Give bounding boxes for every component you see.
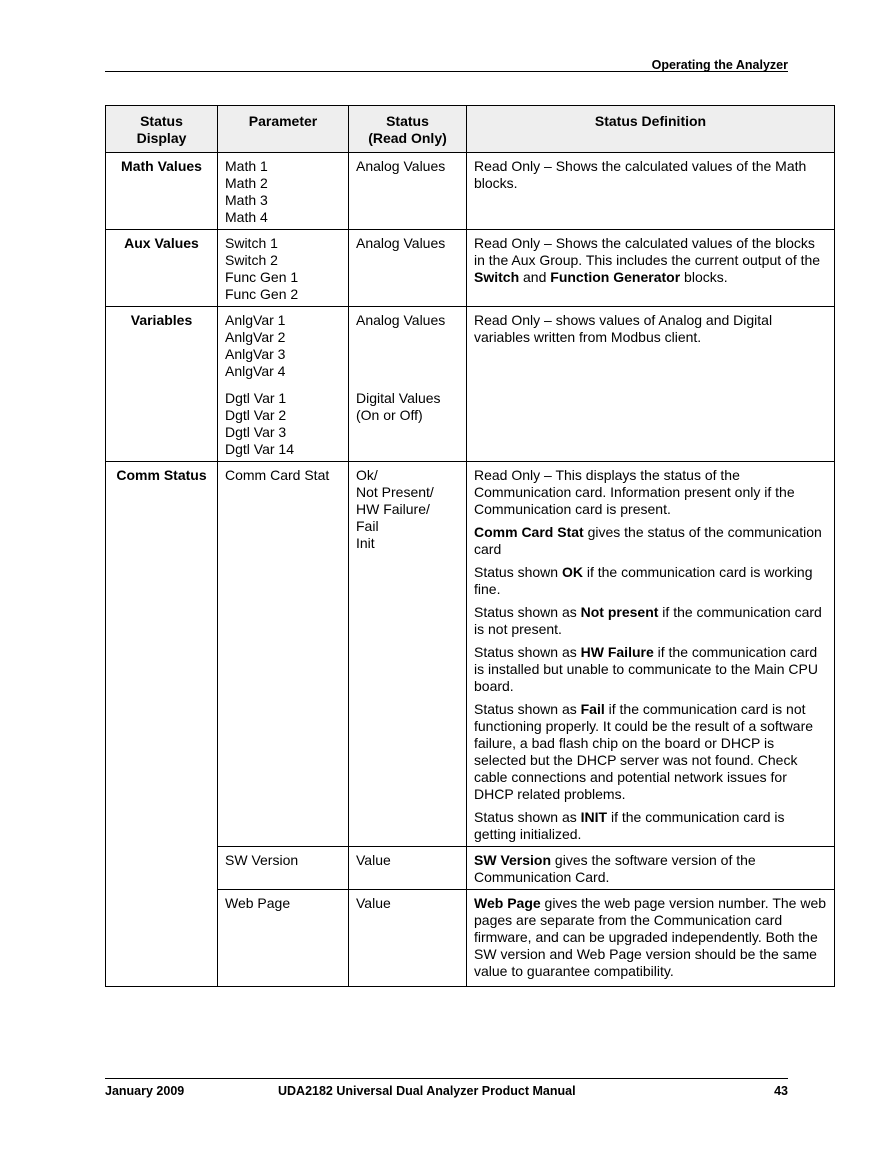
parameter-item: Func Gen 2 xyxy=(225,286,299,302)
running-header: Operating the Analyzer xyxy=(651,58,788,72)
definition-cell xyxy=(467,462,835,847)
definition-text: Status shown as xyxy=(474,809,581,825)
parameter-item: Switch 1 xyxy=(225,235,278,251)
definition-paragraph: Read Only – This displays the status of the Communication card. Information present only if the Communication card is present. xyxy=(474,467,795,517)
status-cell xyxy=(349,307,467,462)
status-value: Init xyxy=(356,535,375,551)
status-value: Not Present/ xyxy=(356,484,434,500)
col-header-text: Status xyxy=(140,113,183,129)
parameter-item: Switch 2 xyxy=(225,252,278,268)
table-row-variables xyxy=(106,307,835,462)
col-header-text: Display xyxy=(136,130,187,146)
parameter-item: AnlgVar 3 xyxy=(225,346,286,362)
status-value: Ok/ xyxy=(356,467,378,483)
definition-paragraph xyxy=(474,604,827,638)
definition-cell xyxy=(467,847,835,890)
definition-paragraph xyxy=(474,809,827,843)
definition-bold: Not present xyxy=(580,604,659,620)
definition-text: Status shown as xyxy=(474,604,581,620)
status-value: Analog Values xyxy=(356,312,446,328)
parameter-item: AnlgVar 2 xyxy=(225,329,286,345)
footer-rule xyxy=(105,1078,788,1079)
definition-paragraph xyxy=(474,701,827,803)
parameter-cell: Comm Card Stat xyxy=(218,462,349,847)
parameter-item: Dgtl Var 2 xyxy=(225,407,287,423)
table-row-aux-values xyxy=(106,230,835,307)
definition-text: Status shown as xyxy=(474,701,581,717)
parameter-item: Dgtl Var 14 xyxy=(225,441,294,457)
spacer xyxy=(225,380,341,390)
definition-text: if the communication card is not present. xyxy=(474,604,822,637)
status-cell xyxy=(349,462,467,847)
parameter-item: Math 2 xyxy=(225,175,268,191)
definition-text: if the communication card is working fine. xyxy=(474,564,813,597)
parameter-cell: SW Version xyxy=(218,847,349,890)
status-cell: Analog Values xyxy=(349,230,467,307)
definition-paragraph xyxy=(474,524,827,558)
definition-bold: Function Generator xyxy=(550,269,681,285)
parameter-item: Math 3 xyxy=(225,192,268,208)
parameter-item: Math 1 xyxy=(225,158,268,174)
footer-page-number: 43 xyxy=(774,1084,788,1098)
table-row-comm-card-stat xyxy=(106,462,835,847)
status-display-cell: Math Values xyxy=(106,153,218,230)
parameter-item: Dgtl Var 1 xyxy=(225,390,287,406)
parameter-cell xyxy=(218,307,349,462)
status-value: Fail xyxy=(356,518,379,534)
definition-text: Read Only – Shows the calculated values of the blocks in the Aux Group. This includes the current output of the xyxy=(474,235,821,268)
parameter-item: AnlgVar 4 xyxy=(225,363,286,379)
col-header-text: Status xyxy=(386,113,429,129)
definition-cell: Read Only – Shows the calculated values of the Math blocks. xyxy=(467,153,835,230)
table-header-row xyxy=(106,106,835,153)
definition-bold: Comm Card Stat xyxy=(474,524,584,540)
parameter-cell xyxy=(218,230,349,307)
col-header-parameter: Parameter xyxy=(218,106,349,153)
col-header-status-definition: Status Definition xyxy=(467,106,835,153)
definition-paragraph xyxy=(474,644,827,695)
header-rule xyxy=(105,71,788,72)
definition-cell xyxy=(467,890,835,987)
status-value: HW Failure/ xyxy=(356,501,430,517)
status-display-cell: Aux Values xyxy=(106,230,218,307)
definition-text: Status shown as xyxy=(474,644,581,660)
col-header-status-read-only xyxy=(349,106,467,153)
status-display-cell: Variables xyxy=(106,307,218,462)
definition-text: if the communication card is getting initialized. xyxy=(474,809,785,842)
definition-bold: Web Page xyxy=(474,895,541,911)
definition-cell xyxy=(467,230,835,307)
definition-text: blocks. xyxy=(680,269,728,285)
status-value: (On or Off) xyxy=(356,407,423,423)
definition-bold: INIT xyxy=(580,809,608,825)
definition-paragraph xyxy=(474,564,827,598)
definition-cell: Read Only – shows values of Analog and Digital variables written from Modbus client. xyxy=(467,307,835,462)
status-blank xyxy=(356,329,459,346)
definition-text: if the communication card is installed but unable to communicate to the Main CPU board. xyxy=(474,644,818,694)
parameter-item: Func Gen 1 xyxy=(225,269,299,285)
status-display-cell: Comm Status xyxy=(106,462,218,987)
parameter-item: Math 4 xyxy=(225,209,268,225)
definition-bold: Fail xyxy=(580,701,605,717)
parameter-cell: Web Page xyxy=(218,890,349,987)
table-row-math-values xyxy=(106,153,835,230)
col-header-text: (Read Only) xyxy=(368,130,447,146)
parameter-item: AnlgVar 1 xyxy=(225,312,286,328)
spacer xyxy=(356,380,459,390)
footer-date: January 2009 xyxy=(105,1084,185,1098)
definition-bold: OK xyxy=(561,564,583,580)
status-blank xyxy=(356,346,459,363)
status-blank xyxy=(356,363,459,380)
definition-bold: SW Version xyxy=(474,852,552,868)
status-table xyxy=(105,105,835,987)
footer-manual-title: UDA2182 Universal Dual Analyzer Product Manual xyxy=(278,1084,576,1098)
definition-text: if the communication card is not functioning properly. It could be the result of a software failure, a bad flash chip on the board or DHCP is selected but the DHCP server was not found. Check cable connections and potential network issues for DHCP related problems. xyxy=(474,701,814,802)
definition-bold: Switch xyxy=(474,269,520,285)
definition-text: gives the status of the communication card xyxy=(474,524,822,557)
definition-text: Status shown xyxy=(474,564,562,580)
parameter-cell xyxy=(218,153,349,230)
definition-text: gives the software version of the Communication Card. xyxy=(474,852,756,885)
status-value: Digital Values xyxy=(356,390,441,406)
definition-text: gives the web page version number. The web pages are separate from the Communication card firmware, and can be upgraded independently. Both the SW version and Web Page version should be the same value to guarantee compatibility. xyxy=(474,895,827,979)
status-cell: Value xyxy=(349,890,467,987)
parameter-item: Dgtl Var 3 xyxy=(225,424,287,440)
status-cell: Analog Values xyxy=(349,153,467,230)
status-cell: Value xyxy=(349,847,467,890)
col-header-status-display xyxy=(106,106,218,153)
definition-text: and xyxy=(519,269,551,285)
definition-bold: HW Failure xyxy=(580,644,654,660)
